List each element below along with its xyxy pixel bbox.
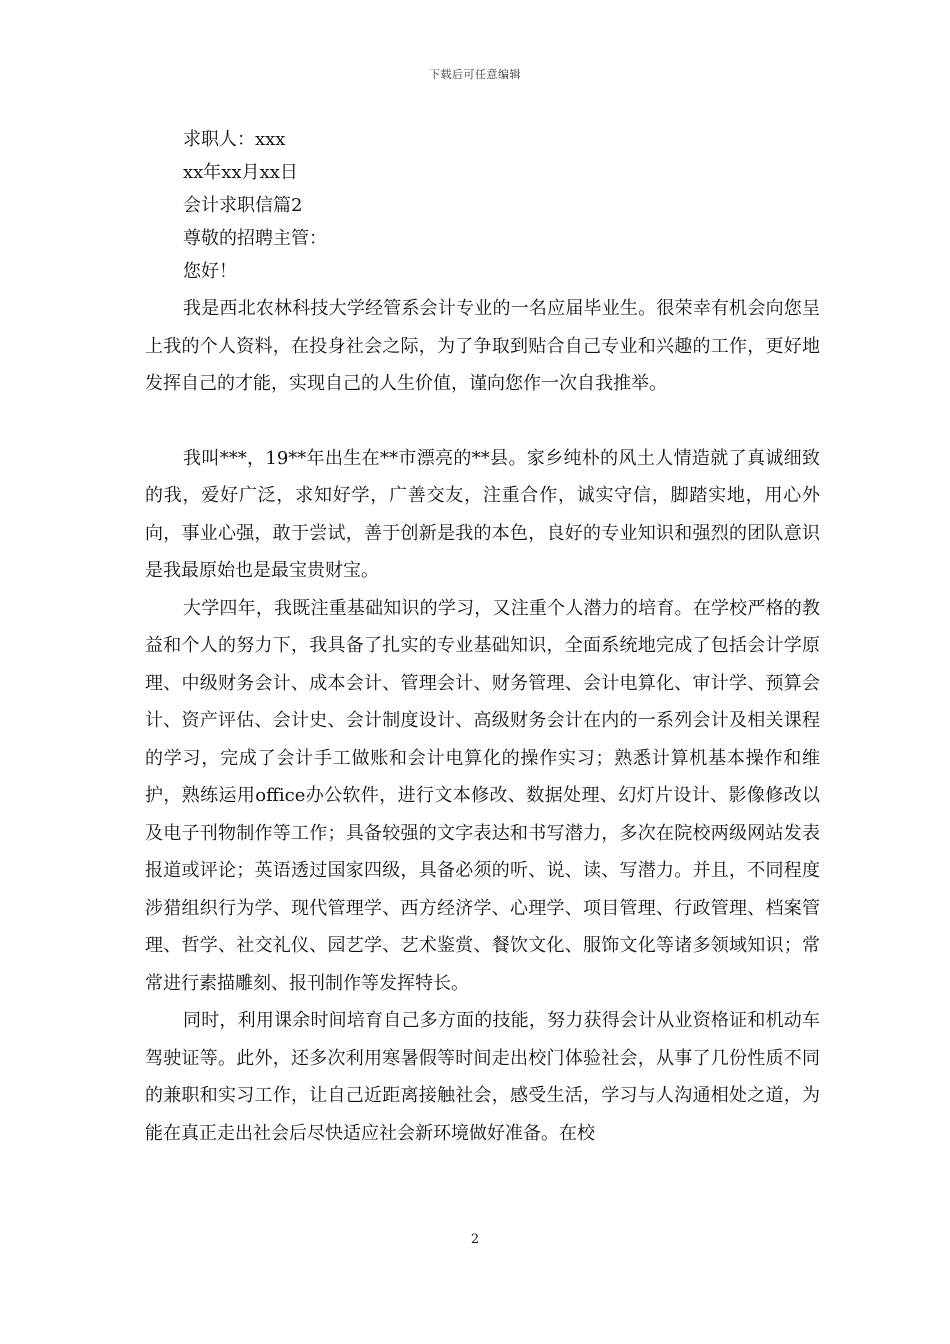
document-body: [145, 123, 820, 1152]
greeting: 您好！: [183, 261, 237, 282]
letter-title: 会计求职信篇2: [183, 195, 303, 216]
applicant-line: 求职人：xxx: [183, 129, 286, 150]
paragraph-skills: 同时，利用课余时间培育自己多方面的技能，努力获得会计从业资格证和机动车驾驶证等。此外，还多次利用寒暑假等时间走出校门体验社会，从事了几份性质不同的兼职和实习工作，让自己近距离接触社会，感受生活，学习与人沟通相处之道，为能在真正走出社会后尽快适应社会新环境做好准备。在校: [145, 1010, 820, 1144]
paragraph-intro: 我是西北农林科技大学经管系会计专业的一名应届毕业生。很荣幸有机会向您呈上我的个人资料，在投身社会之际，为了争取到贴合自己专业和兴趣的工作，更好地发挥自己的才能，实现自己的人生价值，谨向您作一次自我推举。: [145, 298, 820, 394]
page-number: 2: [470, 1232, 480, 1247]
date-line: xx年xx月xx日: [183, 162, 298, 183]
header-note: 下载后可任意编辑: [429, 68, 521, 81]
paragraph-education: 大学四年，我既注重基础知识的学习，又注重个人潜力的培育。在学校严格的教益和个人的努力下，我具备了扎实的专业基础知识，全面系统地完成了包括会计学原理、中级财务会计、成本会计、管理会计、财务管理、会计电算化、审计学、预算会计、资产评估、会计史、会计制度设计、高级财务会计在内的一系列会计及相关课程的学习，完成了会计手工做账和会计电算化的操作实习；熟悉计算机基本操作和维护，熟练运用office办公软件，进行文本修改、数据处理、幻灯片设计、影像修改以及电子刊物制作等工作；具备较强的文字表达和书写潜力，多次在院校两级网站发表报道或评论；英语透过国家四级，具备必须的听、说、读、写潜力。并且，不同程度涉猎组织行为学、现代管理学、西方经济学、心理学、项目管理、行政管理、档案管理、哲学、社交礼仪、园艺学、艺术鉴赏、餐饮文化、服饰文化等诸多领域知识；常常进行素描雕刻、报刊制作等发挥特长。: [145, 597, 820, 994]
paragraph-background: 我叫***，19**年出生在**市漂亮的**县。家乡纯朴的风土人情造就了真诚细致的我，爱好广泛，求知好学，广善交友，注重合作，诚实守信，脚踏实地，用心外向，事业心强，敢于尝试，善于创新是我的本色，良好的专业知识和强烈的团队意识是我最原始也是最宝贵财宝。: [145, 447, 820, 581]
paragraph-gap: [145, 403, 820, 440]
salutation: 尊敬的招聘主管：: [183, 228, 327, 249]
